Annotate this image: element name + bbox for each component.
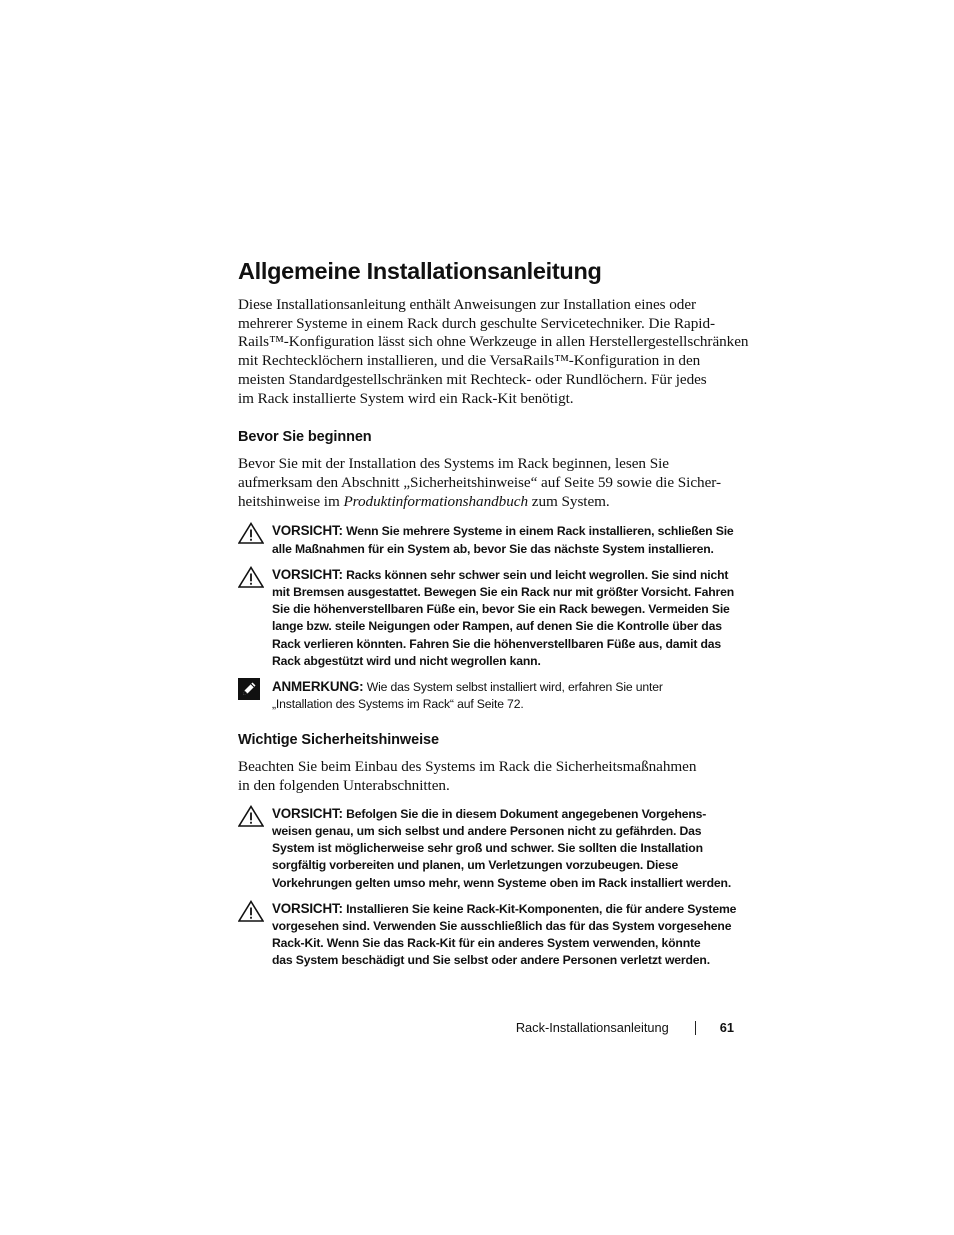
note-label: ANMERKUNG: [272, 678, 364, 694]
para-line: Beachten Sie beim Einbau des Systems im Rack die Sicherheitsmaßnahmen [238, 758, 697, 776]
caution-line: Rack-Kit. Wenn Sie das Rack-Kit für ein anderes System verwenden, könnte [272, 936, 701, 951]
caution-line: lange bzw. steile Neigungen oder Rampen, auf denen Sie die Kontrolle über das [272, 619, 722, 634]
note-line: Wie das System selbst installiert wird, erfahren Sie unter [363, 679, 663, 694]
intro-line: im Rack installierte System wird ein Rack-Kit benötigt. [238, 389, 574, 407]
caution-notice [238, 805, 738, 892]
caution-line: alle Maßnahmen für ein System ab, bevor Sie das nächste System installieren. [272, 541, 714, 556]
note-notice [238, 678, 738, 713]
caution-line: System ist möglicherweise sehr groß und schwer. Sie sollten die Installation [272, 841, 703, 856]
caution-label: VORSICHT: [272, 566, 343, 582]
footer-section-title: Rack-Installationsanleitung [515, 1020, 669, 1035]
page-title: Allgemeine Installationsanleitung [238, 258, 602, 284]
caution-label: VORSICHT: [272, 900, 343, 916]
caution-text [272, 566, 734, 670]
caution-notice [238, 900, 738, 970]
para-line: Bevor Sie mit der Installation des Systems im Rack beginnen, lesen Sie [238, 455, 669, 473]
caution-label: VORSICHT: [272, 523, 343, 539]
caution-label: VORSICHT: [272, 805, 343, 821]
intro-line: meisten Standardgestellschränken mit Rechteck- oder Rundlöchern. Für jedes [238, 370, 707, 388]
intro-paragraph [238, 296, 749, 408]
caution-line: Racks können sehr schwer sein und leicht wegrollen. Sie sind nicht [342, 567, 729, 582]
caution-text [272, 522, 734, 557]
page-number: 61 [719, 1020, 734, 1035]
caution-line: Befolgen Sie die in diesem Dokument angegebenen Vorgehens- [342, 806, 707, 821]
section1-paragraph [238, 455, 738, 511]
section-heading-sicherheit: Wichtige Sicherheitshinweise [238, 732, 439, 749]
intro-line: Rails™-Konfiguration lässt sich ohne Werkzeuge in allen Herstellergestellschränken [238, 333, 749, 351]
intro-line: Diese Installationsanleitung enthält Anweisungen zur Installation eines oder [238, 296, 697, 313]
caution-line: Sie die höhenverstellbaren Füße ein, bevor Sie ein Rack bewegen. Vermeiden Sie [272, 602, 730, 617]
caution-line: das System beschädigt und Sie selbst oder andere Personen verletzt werden. [272, 953, 710, 968]
page-footer [238, 1019, 734, 1037]
caution-text [272, 805, 731, 892]
warning-triangle-icon [238, 522, 272, 549]
caution-line: mit Bremsen ausgestattet. Bewegen Sie ein Rack nur mit größter Vorsicht. Fahren [272, 584, 735, 599]
intro-line: mit Rechtecklöchern installieren, und die VersaRails™-Konfiguration in den [238, 352, 701, 370]
warning-triangle-icon [238, 566, 272, 593]
caution-line: sorgfältig vorbereiten und planen, um Verletzungen vorzubeugen. Diese [272, 858, 679, 873]
caution-line: Vorkehrungen gelten umso mehr, wenn Systeme oben im Rack installiert werden. [272, 875, 732, 890]
caution-line: vorgesehen sind. Verwenden Sie ausschließlich das für das System vorgesehene [272, 918, 732, 933]
page-content [238, 256, 749, 970]
section-heading-bevor: Bevor Sie beginnen [238, 429, 372, 446]
note-text [272, 678, 663, 713]
caution-line: Rack verlieren könnten. Fahren Sie die höhenverstellbaren Füße aus, damit das [272, 636, 722, 651]
caution-text [272, 900, 736, 970]
caution-notice [238, 522, 738, 557]
section2-paragraph [238, 758, 738, 795]
note-pencil-icon [238, 678, 272, 705]
para-line: aufmerksam den Abschnitt „Sicherheitshinweise“ auf Seite 59 sowie die Sicher- [238, 473, 721, 491]
caution-line: Rack abgestützt wird und nicht wegrollen kann. [272, 653, 541, 668]
warning-triangle-icon [238, 900, 272, 927]
para-text: heitshinweise im [238, 492, 344, 510]
manual-title-italic: Produktinformationshandbuch [343, 492, 529, 510]
warning-triangle-icon [238, 805, 272, 832]
para-line [238, 493, 610, 510]
footer-separator [695, 1021, 696, 1035]
caution-line: Installieren Sie keine Rack-Kit-Komponenten, die für andere Systeme [342, 901, 737, 916]
para-text: zum System. [528, 492, 610, 510]
caution-line: Wenn Sie mehrere Systeme in einem Rack installieren, schließen Sie [342, 524, 734, 539]
caution-notice [238, 566, 738, 670]
para-line: in den folgenden Unterabschnitten. [238, 777, 450, 795]
caution-line: weisen genau, um sich selbst und andere Personen nicht zu gefährden. Das [272, 823, 702, 838]
note-line: „Installation des Systems im Rack“ auf Seite 72. [272, 697, 524, 712]
intro-line: mehrerer Systeme in einem Rack durch geschulte Servicetechniker. Die Rapid- [238, 314, 716, 332]
